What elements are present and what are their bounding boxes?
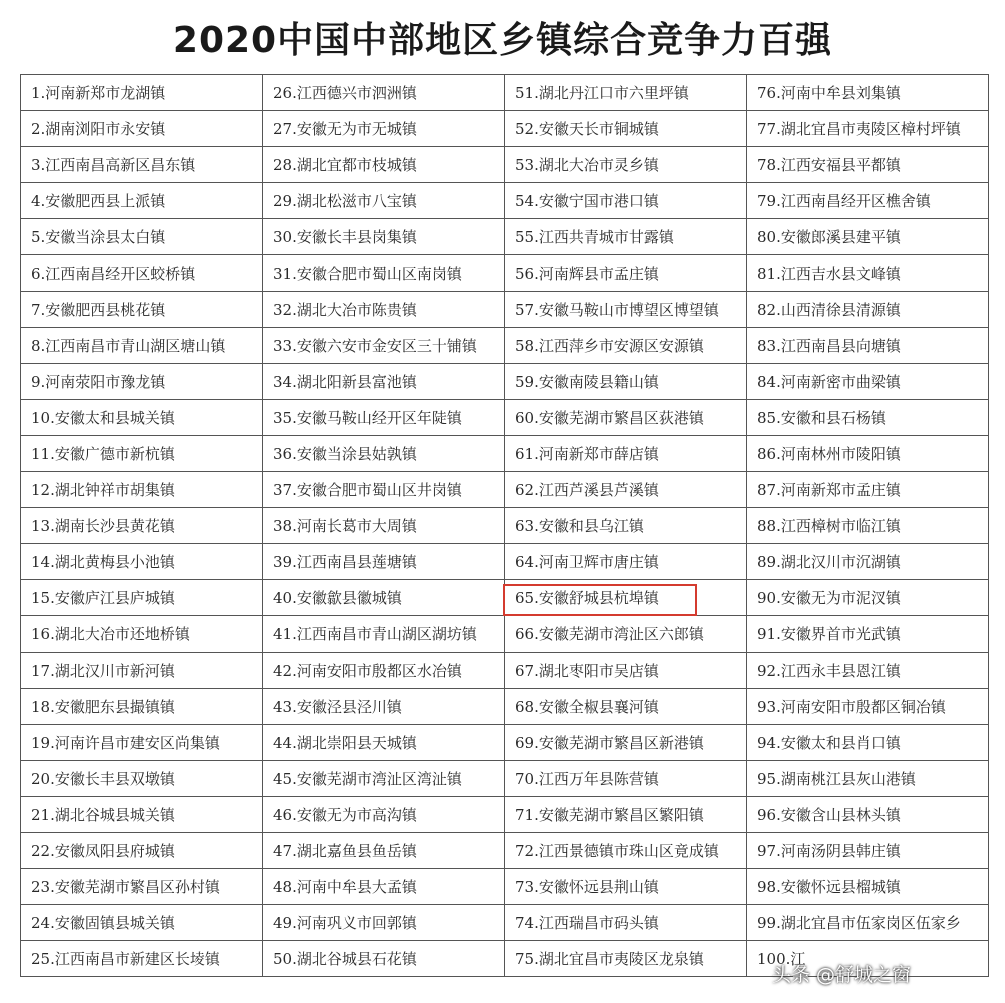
table-cell: 8.江西南昌市青山湖区塘山镇 — [21, 327, 263, 363]
table-row — [21, 760, 989, 796]
table-cell: 69.安徽芜湖市繁昌区新港镇 — [505, 724, 747, 760]
table-cell: 70.江西万年县陈营镇 — [505, 760, 747, 796]
table-cell: 41.江西南昌市青山湖区湖坊镇 — [263, 616, 505, 652]
table-cell: 50.湖北谷城县石花镇 — [263, 941, 505, 977]
table-cell: 61.河南新郑市薛店镇 — [505, 435, 747, 471]
table-cell: 17.湖北汉川市新河镇 — [21, 652, 263, 688]
table-row — [21, 291, 989, 327]
table-cell: 94.安徽太和县肖口镇 — [747, 724, 989, 760]
table-row — [21, 544, 989, 580]
table-cell: 88.江西樟树市临江镇 — [747, 508, 989, 544]
table-cell: 45.安徽芜湖市湾沚区湾沚镇 — [263, 760, 505, 796]
table-row — [21, 399, 989, 435]
table-cell: 86.河南林州市陵阳镇 — [747, 435, 989, 471]
table-cell: 4.安徽肥西县上派镇 — [21, 183, 263, 219]
table-cell: 12.湖北钟祥市胡集镇 — [21, 472, 263, 508]
table-row — [21, 652, 989, 688]
table-cell: 89.湖北汉川市沉湖镇 — [747, 544, 989, 580]
table-cell: 67.湖北枣阳市吴店镇 — [505, 652, 747, 688]
ranking-table-body — [21, 75, 989, 977]
table-cell: 56.河南辉县市孟庄镇 — [505, 255, 747, 291]
table-cell: 79.江西南昌经开区樵舍镇 — [747, 183, 989, 219]
watermark — [772, 955, 917, 991]
table-cell: 74.江西瑞昌市码头镇 — [505, 905, 747, 941]
table-cell: 100.江 — [747, 941, 989, 977]
table-cell: 39.江西南昌县莲塘镇 — [263, 544, 505, 580]
table-cell: 43.安徽泾县泾川镇 — [263, 688, 505, 724]
table-cell: 30.安徽长丰县岗集镇 — [263, 219, 505, 255]
table-row — [21, 147, 989, 183]
ranking-table — [20, 74, 989, 977]
table-cell: 55.江西共青城市甘露镇 — [505, 219, 747, 255]
table-row — [21, 832, 989, 868]
table-cell: 38.河南长葛市大周镇 — [263, 508, 505, 544]
table-row — [21, 111, 989, 147]
table-cell: 57.安徽马鞍山市博望区博望镇 — [505, 291, 747, 327]
table-cell: 32.湖北大冶市陈贵镇 — [263, 291, 505, 327]
table-cell: 27.安徽无为市无城镇 — [263, 111, 505, 147]
table-row — [21, 688, 989, 724]
table-row — [21, 327, 989, 363]
table-cell: 85.安徽和县石杨镇 — [747, 399, 989, 435]
table-row — [21, 508, 989, 544]
table-row — [21, 472, 989, 508]
table-cell: 6.江西南昌经开区蛟桥镇 — [21, 255, 263, 291]
table-cell: 59.安徽南陵县籍山镇 — [505, 363, 747, 399]
table-cell: 78.江西安福县平都镇 — [747, 147, 989, 183]
table-cell: 22.安徽凤阳县府城镇 — [21, 832, 263, 868]
table-cell: 1.河南新郑市龙湖镇 — [21, 75, 263, 111]
table-cell: 44.湖北崇阳县天城镇 — [263, 724, 505, 760]
table-cell: 16.湖北大冶市还地桥镇 — [21, 616, 263, 652]
table-cell: 72.江西景德镇市珠山区竟成镇 — [505, 832, 747, 868]
table-cell: 42.河南安阳市殷都区水冶镇 — [263, 652, 505, 688]
table-cell: 28.湖北宜都市枝城镇 — [263, 147, 505, 183]
table-cell: 3.江西南昌高新区昌东镇 — [21, 147, 263, 183]
table-cell: 95.湖南桃江县灰山港镇 — [747, 760, 989, 796]
table-cell: 36.安徽当涂县姑孰镇 — [263, 435, 505, 471]
table-cell: 48.河南中牟县大孟镇 — [263, 869, 505, 905]
table-row — [21, 869, 989, 905]
table-row — [21, 363, 989, 399]
table-cell: 19.河南许昌市建安区尚集镇 — [21, 724, 263, 760]
table-cell: 37.安徽合肥市蜀山区井岗镇 — [263, 472, 505, 508]
watermark-handle: @舒城之窗 — [816, 963, 912, 986]
table-cell: 14.湖北黄梅县小池镇 — [21, 544, 263, 580]
table-cell: 52.安徽天长市铜城镇 — [505, 111, 747, 147]
table-row — [21, 724, 989, 760]
table-row — [21, 905, 989, 941]
table-cell: 65.安徽舒城县杭埠镇 — [505, 580, 747, 616]
table-cell: 90.安徽无为市泥汊镇 — [747, 580, 989, 616]
table-cell: 93.河南安阳市殷都区铜冶镇 — [747, 688, 989, 724]
table-cell: 84.河南新密市曲梁镇 — [747, 363, 989, 399]
table-cell: 58.江西萍乡市安源区安源镇 — [505, 327, 747, 363]
table-cell: 5.安徽当涂县太白镇 — [21, 219, 263, 255]
table-cell: 21.湖北谷城县城关镇 — [21, 796, 263, 832]
table-cell: 63.安徽和县乌江镇 — [505, 508, 747, 544]
table-cell: 31.安徽合肥市蜀山区南岗镇 — [263, 255, 505, 291]
table-cell: 11.安徽广德市新杭镇 — [21, 435, 263, 471]
table-row — [21, 75, 989, 111]
table-cell: 2.湖南浏阳市永安镇 — [21, 111, 263, 147]
table-cell: 98.安徽怀远县榴城镇 — [747, 869, 989, 905]
table-cell: 62.江西芦溪县芦溪镇 — [505, 472, 747, 508]
table-row — [21, 580, 989, 616]
table-cell: 81.江西吉水县文峰镇 — [747, 255, 989, 291]
table-cell: 96.安徽含山县林头镇 — [747, 796, 989, 832]
page-title: 2020中国中部地区乡镇综合竞争力百强 — [172, 20, 833, 61]
table-cell: 15.安徽庐江县庐城镇 — [21, 580, 263, 616]
table-row — [21, 183, 989, 219]
table-cell: 54.安徽宁国市港口镇 — [505, 183, 747, 219]
table-cell: 76.河南中牟县刘集镇 — [747, 75, 989, 111]
table-cell: 24.安徽固镇县城关镇 — [21, 905, 263, 941]
table-row — [21, 796, 989, 832]
watermark-brand: 头条 — [772, 963, 811, 986]
table-cell: 20.安徽长丰县双墩镇 — [21, 760, 263, 796]
table-cell: 53.湖北大冶市灵乡镇 — [505, 147, 747, 183]
table-cell: 66.安徽芜湖市湾沚区六郎镇 — [505, 616, 747, 652]
table-cell: 40.安徽歙县徽城镇 — [263, 580, 505, 616]
table-cell: 91.安徽界首市光武镇 — [747, 616, 989, 652]
table-cell: 99.湖北宜昌市伍家岗区伍家乡 — [747, 905, 989, 941]
table-cell: 29.湖北松滋市八宝镇 — [263, 183, 505, 219]
table-cell: 87.河南新郑市孟庄镇 — [747, 472, 989, 508]
table-cell: 13.湖南长沙县黄花镇 — [21, 508, 263, 544]
table-cell: 82.山西清徐县清源镇 — [747, 291, 989, 327]
table-cell: 92.江西永丰县恩江镇 — [747, 652, 989, 688]
table-row — [21, 219, 989, 255]
table-cell: 51.湖北丹江口市六里坪镇 — [505, 75, 747, 111]
table-cell: 25.江西南昌市新建区长堎镇 — [21, 941, 263, 977]
table-cell: 68.安徽全椒县襄河镇 — [505, 688, 747, 724]
table-cell: 35.安徽马鞍山经开区年陡镇 — [263, 399, 505, 435]
table-cell: 9.河南荥阳市豫龙镇 — [21, 363, 263, 399]
table-cell: 75.湖北宜昌市夷陵区龙泉镇 — [505, 941, 747, 977]
table-cell: 71.安徽芜湖市繁昌区繁阳镇 — [505, 796, 747, 832]
table-cell: 64.河南卫辉市唐庄镇 — [505, 544, 747, 580]
table-cell: 10.安徽太和县城关镇 — [21, 399, 263, 435]
table-cell: 18.安徽肥东县撮镇镇 — [21, 688, 263, 724]
table-row — [21, 616, 989, 652]
table-cell: 49.河南巩义市回郭镇 — [263, 905, 505, 941]
table-cell: 33.安徽六安市金安区三十铺镇 — [263, 327, 505, 363]
table-cell: 80.安徽郎溪县建平镇 — [747, 219, 989, 255]
table-cell: 26.江西德兴市泗洲镇 — [263, 75, 505, 111]
table-cell: 73.安徽怀远县荆山镇 — [505, 869, 747, 905]
table-cell: 77.湖北宜昌市夷陵区樟村坪镇 — [747, 111, 989, 147]
table-cell: 34.湖北阳新县富池镇 — [263, 363, 505, 399]
table-cell: 7.安徽肥西县桃花镇 — [21, 291, 263, 327]
table-row — [21, 435, 989, 471]
table-cell: 46.安徽无为市高沟镇 — [263, 796, 505, 832]
table-cell: 23.安徽芜湖市繁昌区孙村镇 — [21, 869, 263, 905]
table-cell: 47.湖北嘉鱼县鱼岳镇 — [263, 832, 505, 868]
table-cell: 83.江西南昌县向塘镇 — [747, 327, 989, 363]
table-row — [21, 255, 989, 291]
table-cell: 60.安徽芜湖市繁昌区荻港镇 — [505, 399, 747, 435]
table-cell: 97.河南汤阴县韩庄镇 — [747, 832, 989, 868]
